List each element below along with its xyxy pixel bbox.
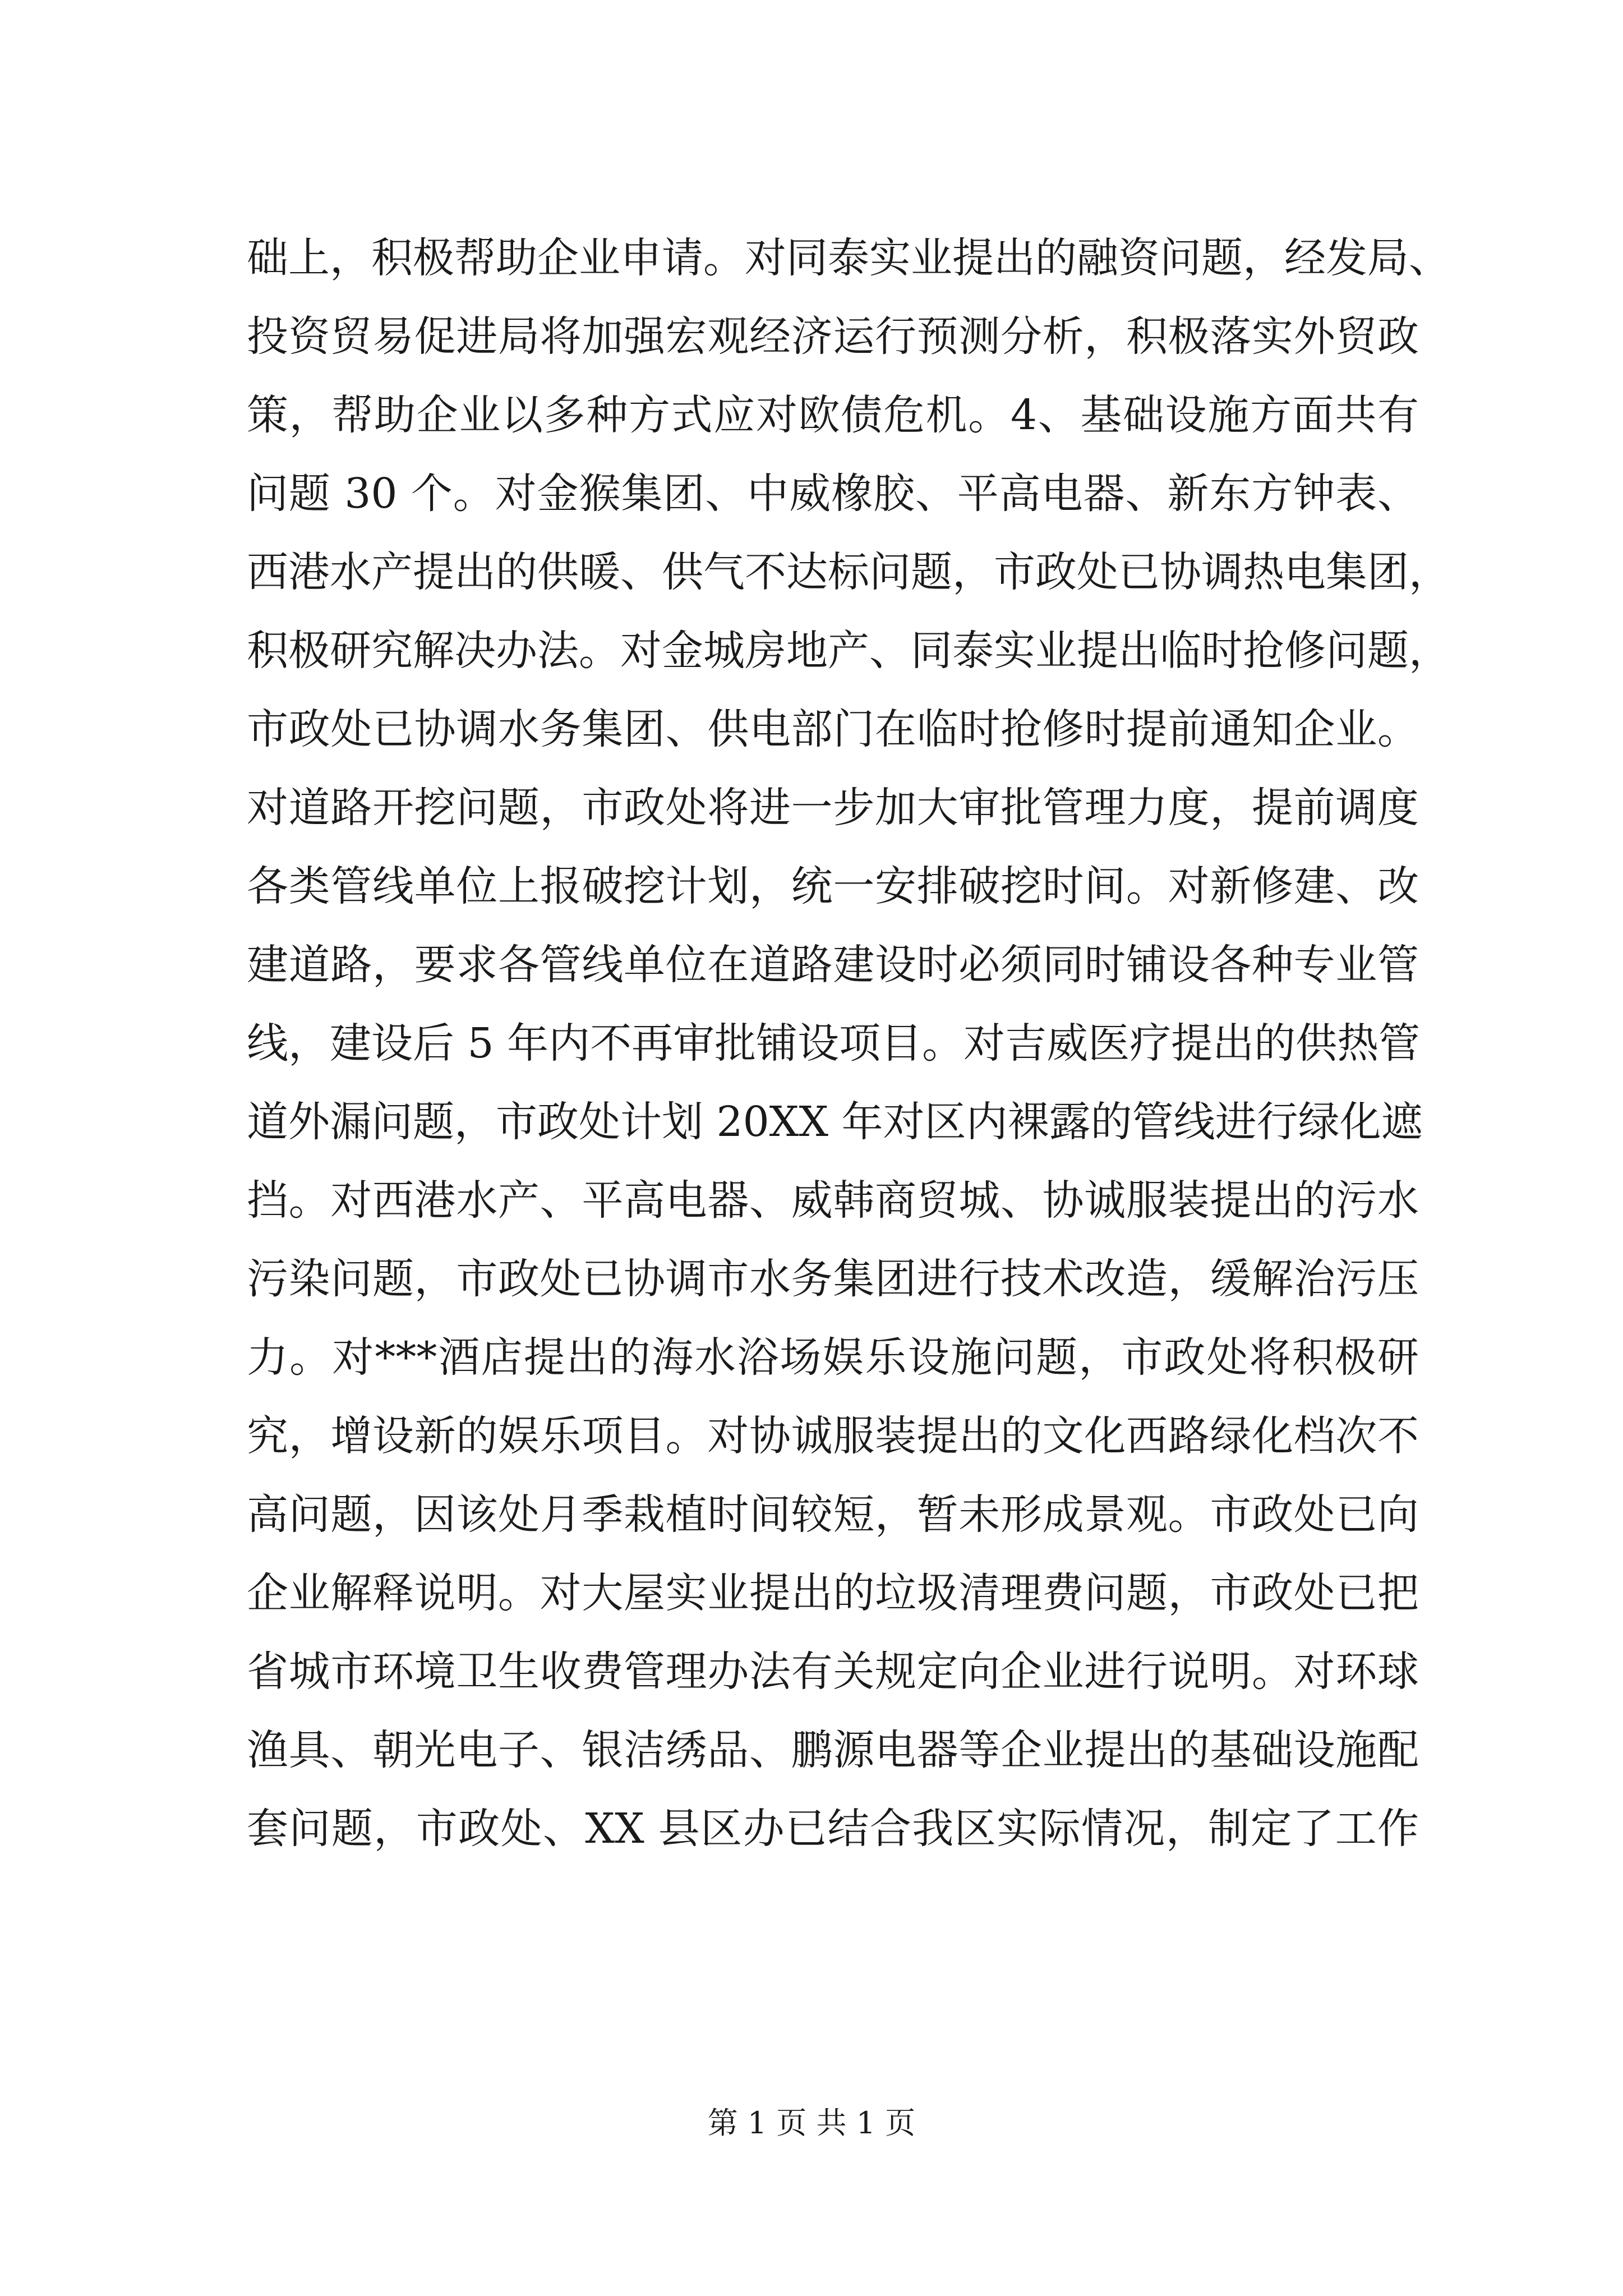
text-line: 对道路开挖问题，市政处将进一步加大审批管理力度，提前调度 bbox=[247, 784, 1419, 832]
text-line: 西港水产提出的供暖、供气不达标问题，市政处已协调热电集团， bbox=[247, 548, 1450, 596]
text-line: 省城市环境卫生收费管理办法有关规定向企业进行说明。对环球 bbox=[247, 1648, 1419, 1696]
text-line: 各类管线单位上报破挖计划，统一安排破挖时间。对新修建、改 bbox=[247, 862, 1419, 910]
text-line: 企业解释说明。对大屋实业提出的垃圾清理费问题，市政处已把 bbox=[247, 1569, 1419, 1617]
text-line: 投资贸易促进局将加强宏观经济运行预测分析，积极落实外贸政 bbox=[247, 312, 1419, 361]
text-line: 挡。对西港水产、平高电器、威韩商贸城、协诚服装提出的污水 bbox=[247, 1176, 1419, 1225]
page-footer bbox=[0, 2101, 1623, 2146]
text-line: 策，帮助企业以多种方式应对欧债危机。4、基础设施方面共有 bbox=[247, 391, 1419, 439]
page-number-label: 第 1 页 共 1 页 bbox=[707, 2105, 916, 2141]
text-line: 污染问题，市政处已协调市水务集团进行技术改造，缓解治污压 bbox=[247, 1255, 1419, 1303]
text-line: 力。对***酒店提出的海水浴场娱乐设施问题，市政处将积极研 bbox=[247, 1333, 1419, 1382]
body-paragraph bbox=[247, 219, 1450, 1868]
text-line: 道外漏问题，市政处计划 20XX 年对区内裸露的管线进行绿化遮 bbox=[247, 1098, 1423, 1146]
text-line: 问题 30 个。对金猴集团、中威橡胶、平高电器、新东方钟表、 bbox=[247, 470, 1419, 518]
text-line: 础上，积极帮助企业申请。对同泰实业提出的融资问题，经发局、 bbox=[247, 234, 1450, 282]
text-line: 渔具、朝光电子、银洁绣品、鹏源电器等企业提出的基础设施配 bbox=[247, 1726, 1419, 1774]
text-line: 套问题，市政处、XX 县区办已结合我区实际情况，制定了工作 bbox=[247, 1805, 1419, 1853]
text-line: 线，建设后 5 年内不再审批铺设项目。对吉威医疗提出的供热管 bbox=[247, 1019, 1421, 1068]
text-line: 建道路，要求各管线单位在道路建设时必须同时铺设各种专业管 bbox=[247, 941, 1419, 989]
text-line: 市政处已协调水务集团、供电部门在临时抢修时提前通知企业。 bbox=[247, 705, 1419, 753]
text-line: 究，增设新的娱乐项目。对协诚服装提出的文化西路绿化档次不 bbox=[247, 1412, 1419, 1460]
text-line: 积极研究解决办法。对金城房地产、同泰实业提出临时抢修问题， bbox=[247, 627, 1450, 675]
text-line: 高问题，因该处月季栽植时间较短，暂未形成景观。市政处已向 bbox=[247, 1490, 1419, 1539]
